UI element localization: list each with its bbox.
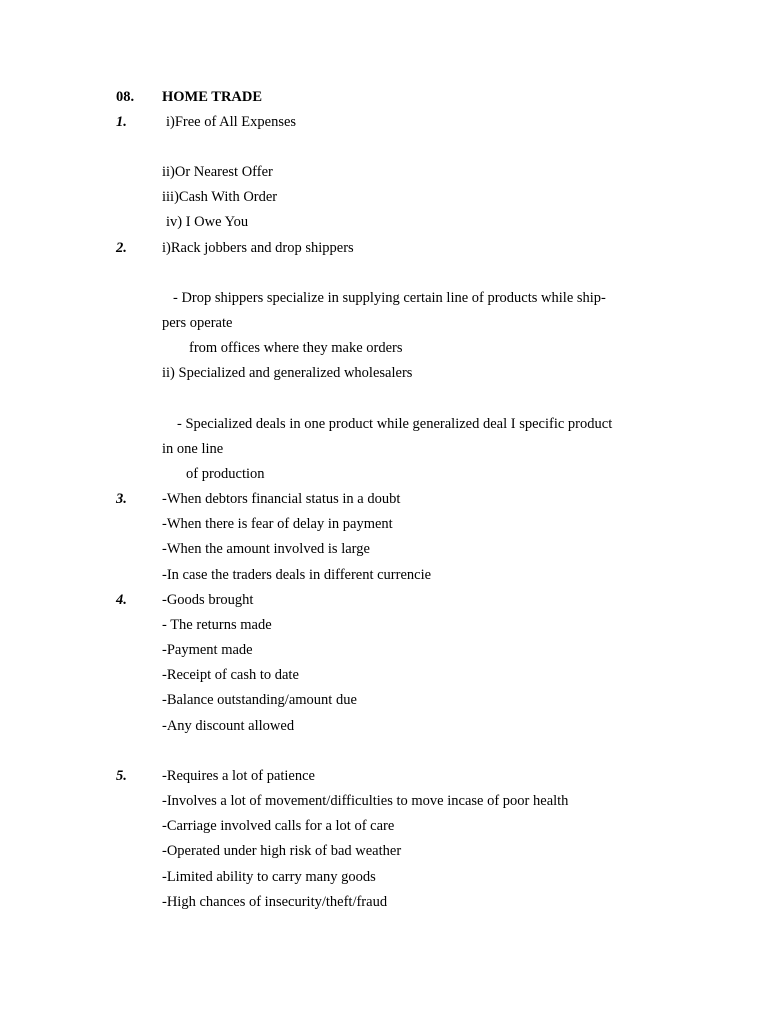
- answer-line: ii)Or Nearest Offer: [162, 164, 273, 180]
- question-number-1: 1.: [116, 114, 127, 130]
- question-number-4: 4.: [116, 592, 127, 608]
- section-title: HOME TRADE: [162, 89, 263, 105]
- answer-line: ii) Specialized and generalized wholesalers: [162, 365, 413, 381]
- answer-line: i)Free of All Expenses: [166, 114, 297, 130]
- answer-line: from offices where they make orders: [189, 340, 403, 356]
- answer-line: -Involves a lot of movement/difficulties to move incase of poor health: [162, 793, 569, 809]
- answer-line: of production: [186, 466, 265, 482]
- answer-line: in one line: [162, 441, 224, 457]
- question-number-5: 5.: [116, 768, 127, 784]
- answer-line: -Carriage involved calls for a lot of care: [162, 818, 395, 834]
- answer-line: -Requires a lot of patience: [162, 768, 315, 784]
- answer-line: - The returns made: [162, 617, 272, 633]
- answer-line: -When the amount involved is large: [162, 541, 370, 557]
- answer-line: -Goods brought: [162, 592, 254, 608]
- answer-line: -In case the traders deals in different currencie: [162, 567, 432, 583]
- answer-line: -When debtors financial status in a doubt: [162, 491, 401, 507]
- answer-line: -High chances of insecurity/theft/fraud: [162, 894, 388, 910]
- answer-line: i)Rack jobbers and drop shippers: [162, 240, 354, 256]
- answer-line: -Payment made: [162, 642, 253, 658]
- answer-line: -Balance outstanding/amount due: [162, 692, 357, 708]
- answer-line: iv) I Owe You: [166, 214, 249, 230]
- section-number: 08.: [116, 89, 135, 105]
- answer-line: -Any discount allowed: [162, 718, 295, 734]
- answer-line: - Specialized deals in one product while generalized deal I specific product: [177, 416, 613, 432]
- answer-line: - Drop shippers specialize in supplying certain line of products while ship-: [173, 290, 606, 306]
- question-number-2: 2.: [116, 240, 127, 256]
- answer-line: -Operated under high risk of bad weather: [162, 843, 402, 859]
- answer-line: iii)Cash With Order: [162, 189, 278, 205]
- answer-line: -Receipt of cash to date: [162, 667, 299, 683]
- answer-line: -Limited ability to carry many goods: [162, 869, 376, 885]
- answer-line: pers operate: [162, 315, 233, 331]
- answer-line: -When there is fear of delay in payment: [162, 516, 393, 532]
- question-number-3: 3.: [116, 491, 127, 507]
